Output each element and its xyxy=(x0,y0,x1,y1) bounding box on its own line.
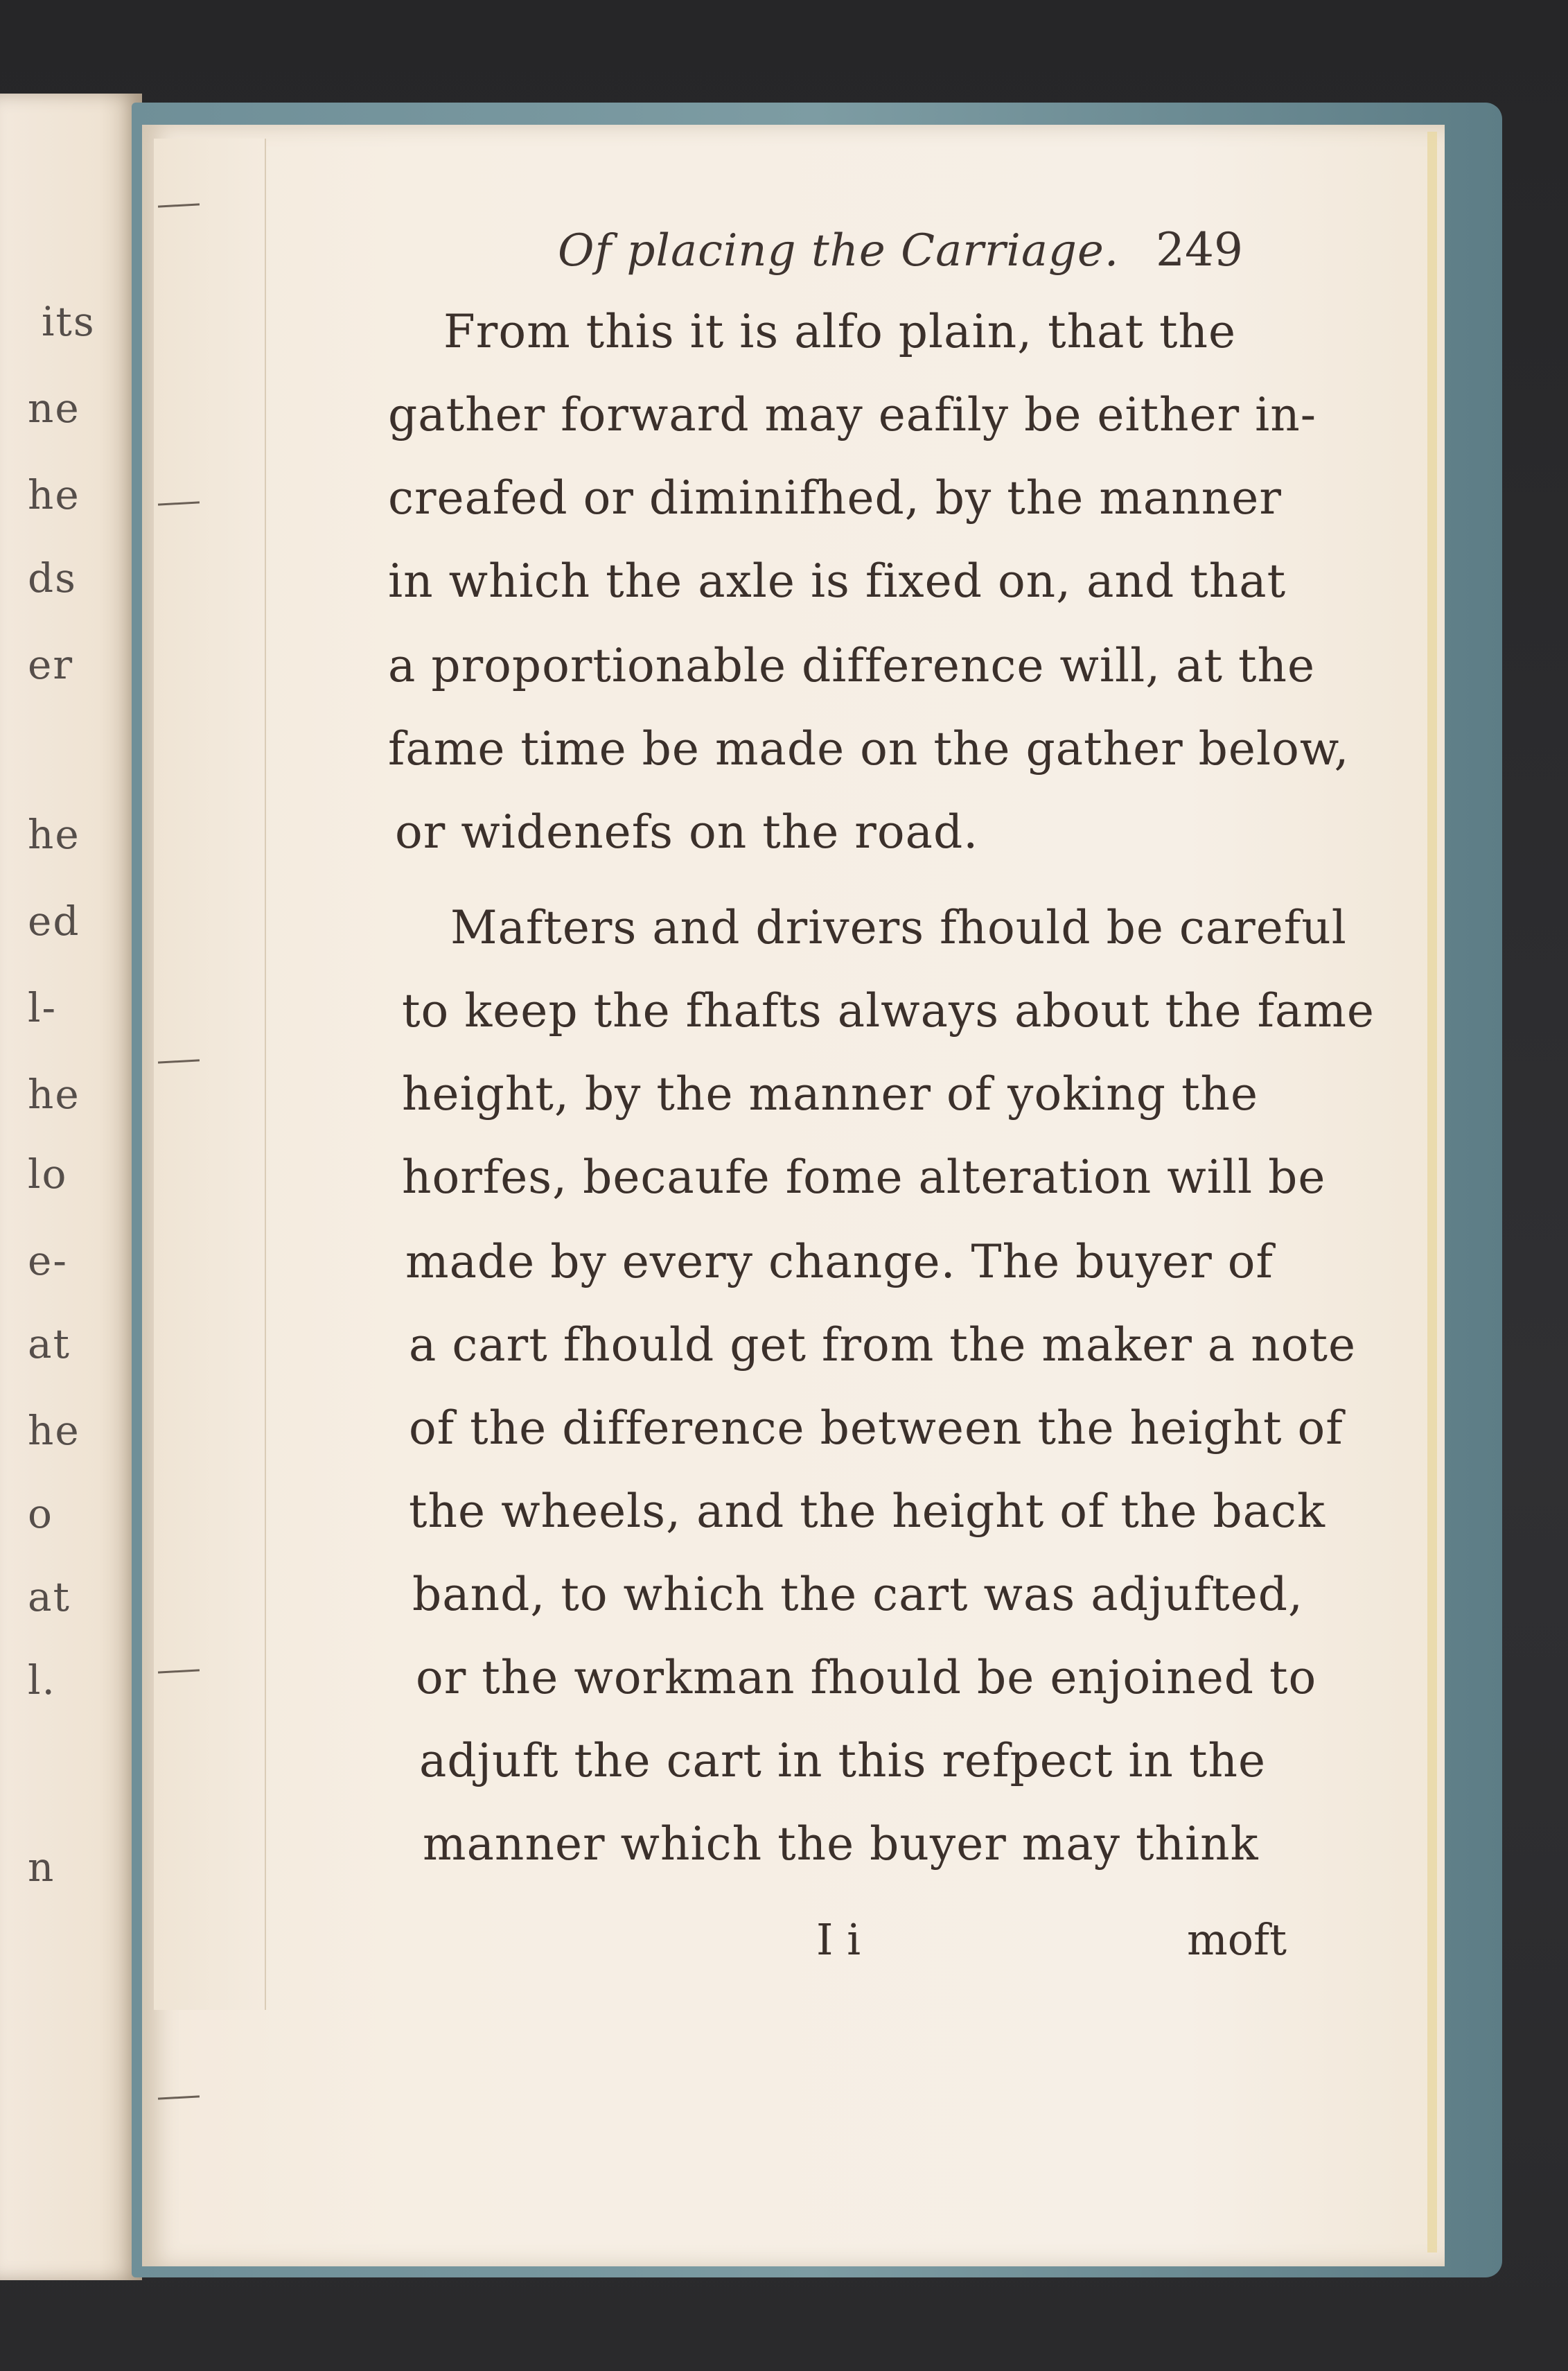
bleed-text-fragment: he xyxy=(28,1407,80,1454)
text-line: of the difference between the height of xyxy=(409,1401,1344,1455)
text-line: From this it is alfo plain, that the xyxy=(443,305,1237,358)
bleed-text-fragment: its xyxy=(42,298,96,345)
text-line: or the workman fhould be enjoined to xyxy=(416,1651,1317,1704)
gutter-strip xyxy=(154,139,266,2010)
text-line: a proportionable difference will, at the xyxy=(388,639,1316,692)
bleed-text-fragment: l- xyxy=(28,984,58,1031)
running-head: Of placing the Carriage. xyxy=(558,225,1120,277)
text-line: height, by the manner of yoking the xyxy=(402,1067,1259,1121)
text-line: the wheels, and the height of the back xyxy=(409,1485,1325,1538)
bleed-text-fragment: he xyxy=(28,1071,80,1118)
text-line: manner which the buyer may think xyxy=(423,1817,1259,1871)
text-line: a cart fhould get from the maker a note xyxy=(409,1318,1357,1372)
text-line: in which the axle is fixed on, and that xyxy=(388,554,1287,608)
bleed-text-fragment: e- xyxy=(28,1237,68,1284)
text-line: creafed or diminifhed, by the manner xyxy=(388,471,1282,525)
text-line: horfes, becaufe fome alteration will be xyxy=(402,1150,1326,1204)
bleed-text-fragment: at xyxy=(28,1573,71,1620)
catchword: moft xyxy=(1187,1914,1287,1965)
bleed-text-fragment: o xyxy=(28,1490,53,1537)
page-fore-edge xyxy=(1427,132,1437,2252)
bleed-text-fragment: er xyxy=(28,641,74,688)
bleed-text-fragment: he xyxy=(28,811,80,858)
bleed-text-fragment: l. xyxy=(28,1656,56,1704)
text-line: adjuft the cart in this refpect in the xyxy=(419,1734,1267,1787)
bleed-text-fragment: ds xyxy=(28,554,77,602)
bleed-text-fragment: lo xyxy=(28,1150,68,1198)
bleed-text-fragment: ne xyxy=(28,385,80,432)
text-line: or widenefs on the road. xyxy=(395,805,979,859)
bleed-text-fragment: ed xyxy=(28,898,80,945)
text-line: made by every change. The buyer of xyxy=(405,1235,1274,1288)
text-line: gather forward may eafily be either in- xyxy=(388,388,1317,441)
text-line: Mafters and drivers fhould be careful xyxy=(450,901,1347,954)
text-line: to keep the fhafts always about the fame xyxy=(402,984,1375,1038)
text-line: band, to which the cart was adjufted, xyxy=(412,1568,1304,1621)
text-line: fame time be made on the gather below, xyxy=(388,722,1350,776)
signature-mark: I i xyxy=(816,1914,861,1965)
page-number: 249 xyxy=(1156,223,1243,277)
bleed-text-fragment: at xyxy=(28,1320,71,1367)
bleed-text-fragment: n xyxy=(28,1844,55,1891)
bleed-text-fragment: he xyxy=(28,471,80,518)
